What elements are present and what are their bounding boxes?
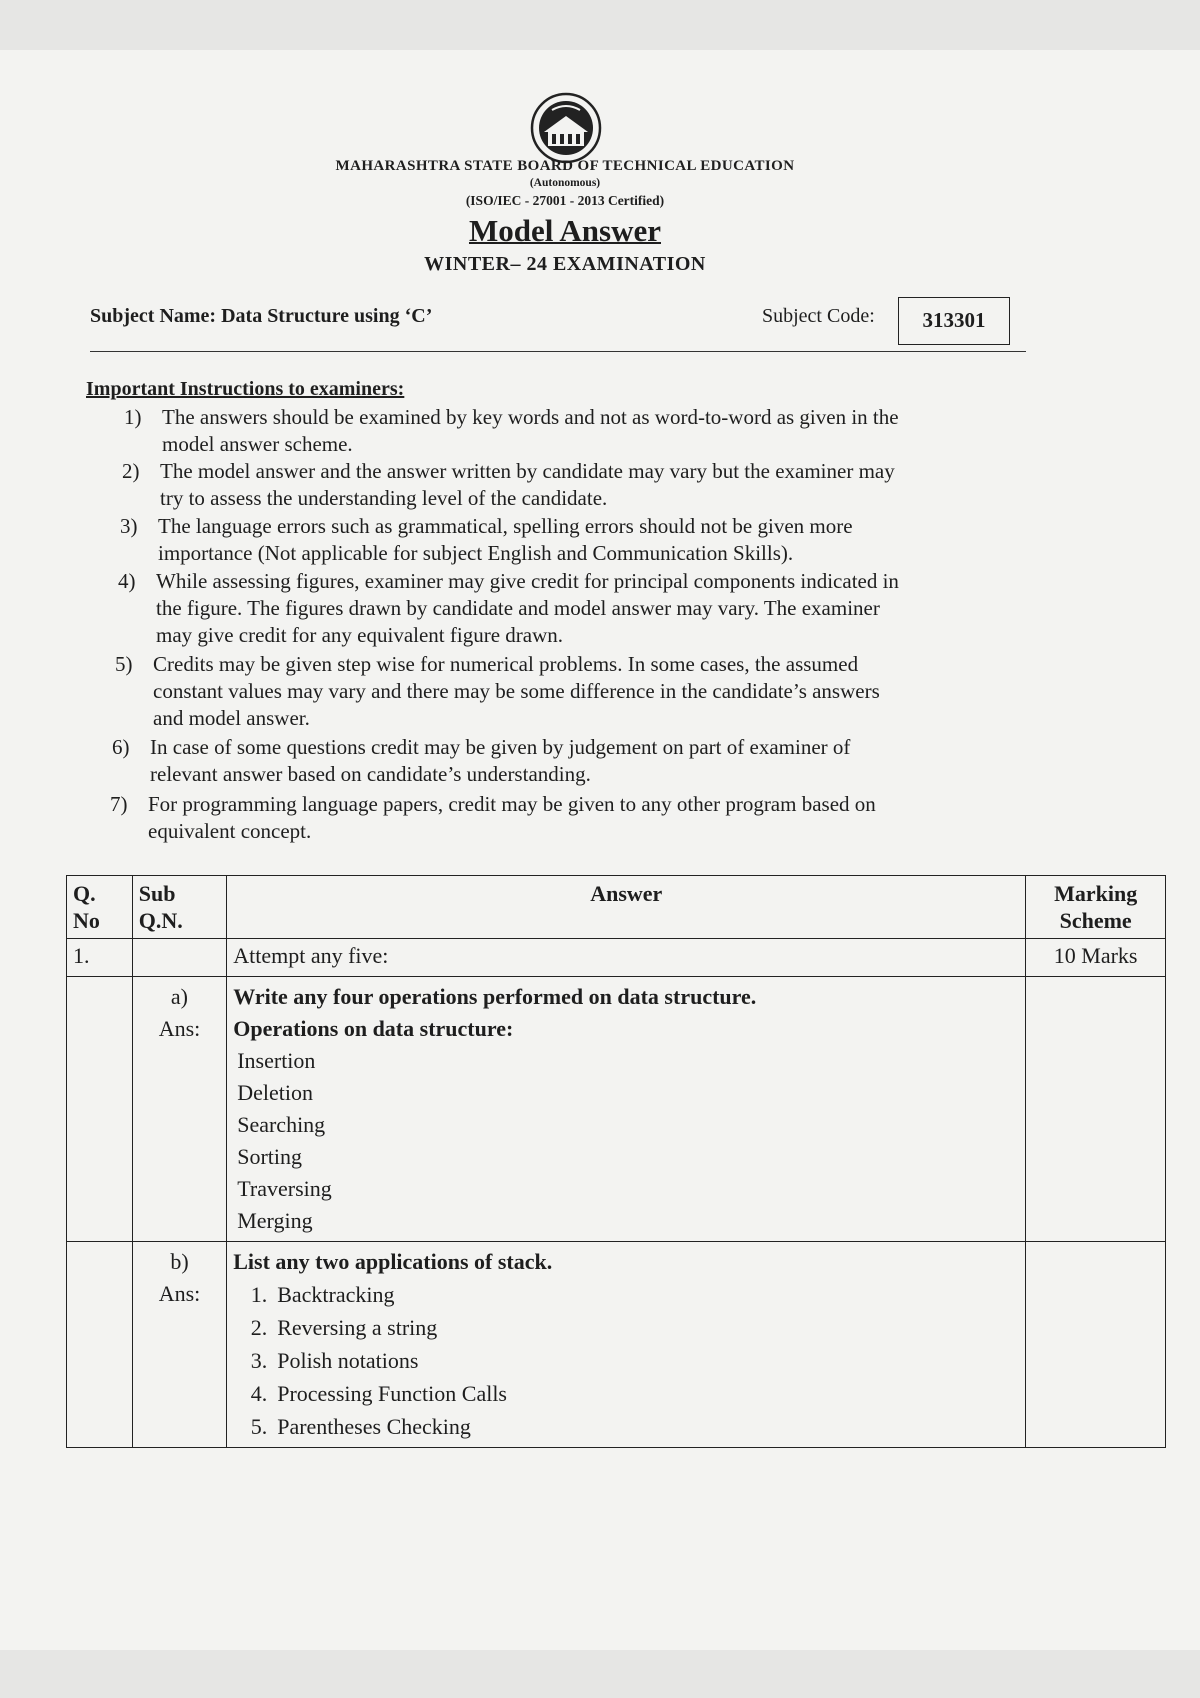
certification-label: (ISO/IEC - 27001 - 2013 Certified) xyxy=(465,193,665,208)
list-item: Sorting xyxy=(237,1144,303,1169)
ans-label: Ans: xyxy=(158,1016,201,1041)
header-qno: Q. No xyxy=(67,876,133,939)
marks-cell xyxy=(1026,977,1166,1242)
instruction-line: equivalent concept. xyxy=(148,819,312,843)
instruction-line: For programming language papers, credit may be given to any other program based on xyxy=(148,792,876,816)
instruction-line: importance (Not applicable for subject English and Communication Skills). xyxy=(158,541,794,565)
empty-cell xyxy=(132,939,226,977)
instruction-number: 1) xyxy=(124,405,142,429)
list-item: Searching xyxy=(237,1112,326,1137)
subject-code-label: Subject Code: xyxy=(762,305,875,327)
instruction-number: 6) xyxy=(112,735,130,759)
operations-list xyxy=(233,1045,1019,1237)
header-divider xyxy=(90,351,1026,352)
list-item: 2. Reversing a string xyxy=(250,1315,438,1340)
list-item: 3. Polish notations xyxy=(250,1348,419,1373)
empty-cell xyxy=(67,977,133,1242)
list-item: Insertion xyxy=(237,1048,316,1073)
examination-title: WINTER– 24 EXAMINATION xyxy=(424,253,706,275)
question-text: Write any four operations performed on data structure. xyxy=(233,984,757,1009)
instruction-line: model answer scheme. xyxy=(162,432,353,456)
list-item: Deletion xyxy=(237,1080,313,1105)
instruction-line: try to assess the understanding level of the candidate. xyxy=(160,486,608,510)
instruction-number: 5) xyxy=(115,652,133,676)
document-title: Model Answer xyxy=(468,213,661,248)
list-item: 1. Backtracking xyxy=(250,1282,395,1307)
board-name: MAHARASHTRA STATE BOARD OF TECHNICAL EDUCATION xyxy=(335,158,795,174)
instruction-number: 3) xyxy=(120,514,138,538)
question-marks: 10 Marks xyxy=(1026,939,1166,977)
subq-cell xyxy=(132,1242,226,1448)
table-row xyxy=(67,939,1166,977)
answer-cell xyxy=(227,977,1026,1242)
question-number: 1. xyxy=(67,939,133,977)
empty-cell xyxy=(67,1242,133,1448)
autonomous-label: (Autonomous) xyxy=(529,177,601,189)
instruction-line: relevant answer based on candidate’s understanding. xyxy=(150,762,591,786)
list-item: Merging xyxy=(237,1208,313,1233)
instruction-line: constant values may vary and there may be some difference in the candidate’s answers xyxy=(153,679,880,703)
table-row xyxy=(67,1242,1166,1448)
answer-cell xyxy=(227,1242,1026,1448)
instruction-number: 7) xyxy=(110,792,128,816)
instruction-line: While assessing figures, examiner may give credit for principal components indicated in xyxy=(156,569,899,593)
subq-label: a) xyxy=(170,984,189,1009)
table-header-row xyxy=(67,876,1166,939)
instruction-number: 4) xyxy=(118,569,136,593)
list-item: 5. Parentheses Checking xyxy=(250,1414,471,1439)
question-title: Attempt any five: xyxy=(227,939,1026,977)
marks-cell xyxy=(1026,1242,1166,1448)
answer-heading: Operations on data structure: xyxy=(233,1016,514,1041)
question-text: List any two applications of stack. xyxy=(233,1249,553,1274)
applications-list xyxy=(233,1278,1019,1443)
list-item: 4. Processing Function Calls xyxy=(250,1381,507,1406)
instruction-line: The model answer and the answer written by candidate may vary but the examiner may xyxy=(160,459,895,483)
answer-table xyxy=(66,875,1166,1448)
instructions-heading: Important Instructions to examiners: xyxy=(86,378,405,400)
header-marking: Marking Scheme xyxy=(1026,876,1166,939)
subq-cell xyxy=(132,977,226,1242)
subject-name: Subject Name: Data Structure using ‘C’ xyxy=(90,305,433,327)
instruction-line: The language errors such as grammatical, spelling errors should not be given more xyxy=(158,514,853,538)
instruction-line: Credits may be given step wise for numerical problems. In some cases, the assumed xyxy=(153,652,859,676)
instruction-line: In case of some questions credit may be given by judgement on part of examiner of xyxy=(150,735,851,759)
table-row xyxy=(67,977,1166,1242)
subject-code-value: 313301 xyxy=(898,297,1010,345)
msbte-logo-icon xyxy=(530,92,602,164)
instruction-line: the figure. The figures drawn by candidate and model answer may vary. The examiner xyxy=(156,596,880,620)
header-subqn: Sub Q.N. xyxy=(132,876,226,939)
instruction-line: may give credit for any equivalent figure drawn. xyxy=(156,623,564,647)
list-item: Traversing xyxy=(237,1176,332,1201)
subq-label: b) xyxy=(170,1249,189,1274)
instruction-line: and model answer. xyxy=(153,706,310,730)
instruction-line: The answers should be examined by key words and not as word-to-word as given in the xyxy=(162,405,899,429)
instruction-number: 2) xyxy=(122,459,140,483)
ans-label: Ans: xyxy=(158,1281,201,1306)
header-answer: Answer xyxy=(227,876,1026,939)
